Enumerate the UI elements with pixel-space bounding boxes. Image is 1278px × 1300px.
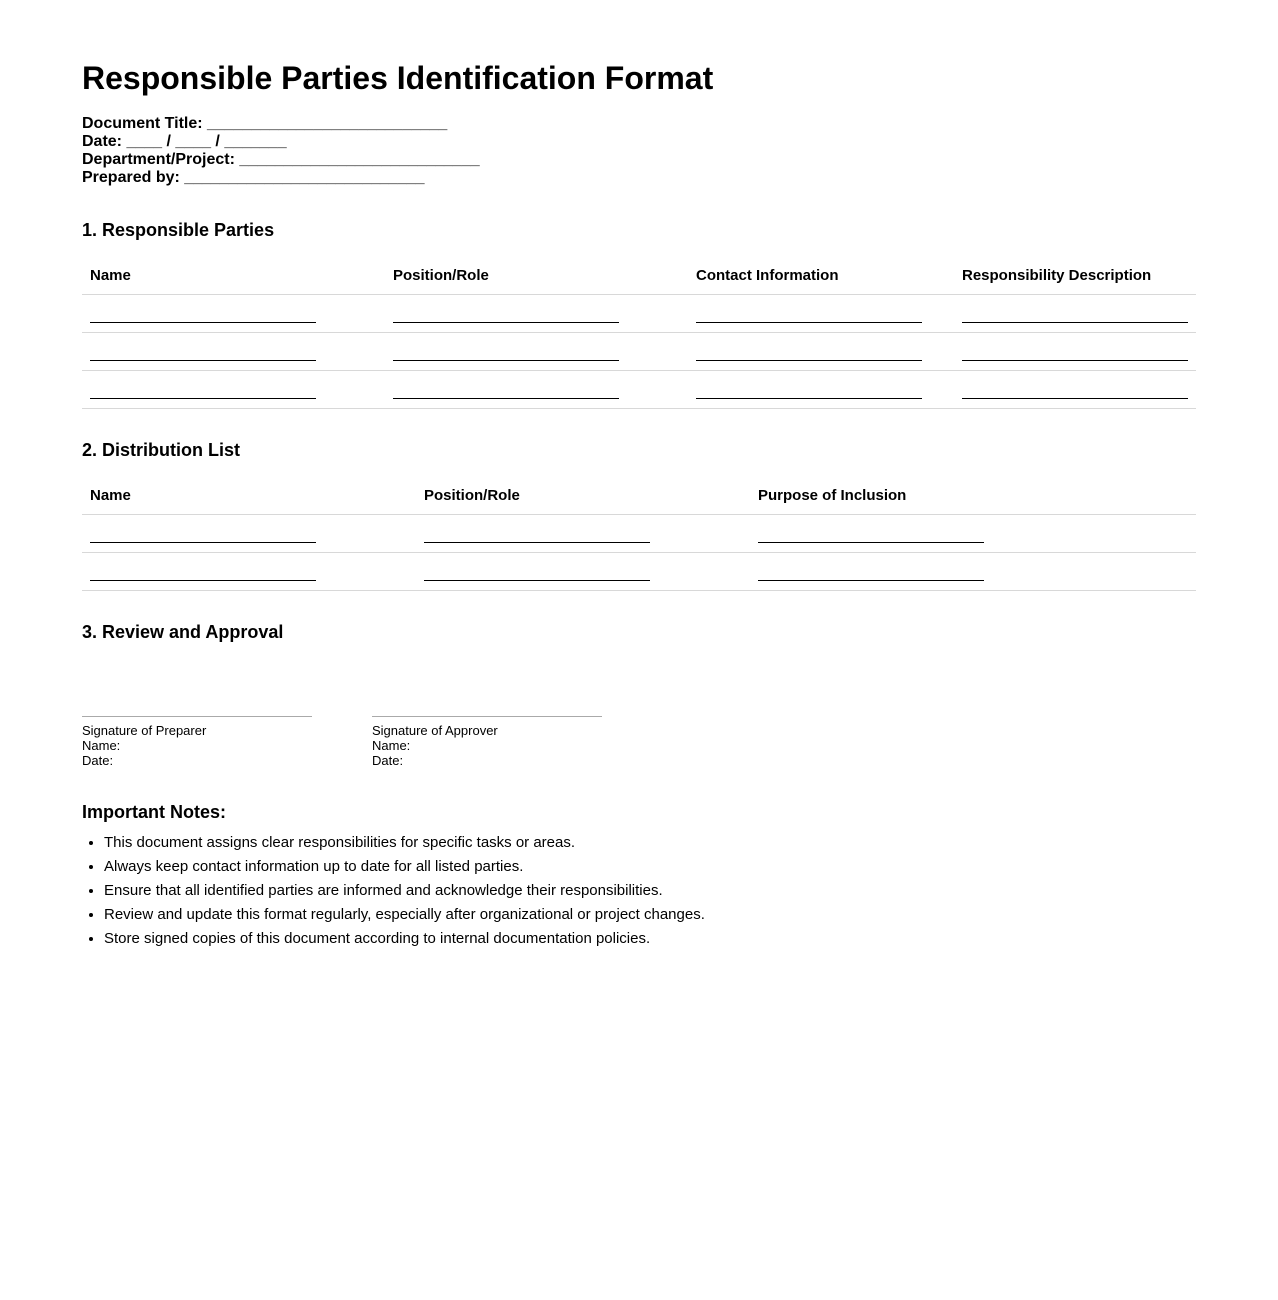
note-item: • Always keep contact information up to date for all listed parties.	[104, 855, 1196, 879]
table-cell	[385, 371, 688, 409]
table-row	[82, 515, 1196, 553]
blank-fill-line[interactable]	[90, 360, 316, 361]
blank-fill-line[interactable]	[393, 360, 619, 361]
preparer-signature-line[interactable]	[82, 716, 312, 717]
table-cell	[688, 371, 954, 409]
table-cell	[416, 553, 750, 591]
blank-fill-line[interactable]	[393, 398, 619, 399]
blank-fill-line[interactable]	[90, 398, 316, 399]
document-meta	[82, 115, 1196, 187]
approver-name-label: Name:	[372, 738, 411, 753]
column-header-position: Position/Role	[385, 256, 688, 295]
notes-heading: Important Notes:	[82, 802, 226, 822]
blank-fill-line[interactable]	[90, 580, 316, 581]
table-cell	[82, 515, 416, 553]
table-cell	[954, 295, 1196, 333]
column-header-purpose: Purpose of Inclusion	[750, 476, 1196, 515]
table-cell	[750, 515, 1196, 553]
table-cell	[82, 371, 385, 409]
section-heading-responsible-parties: 1. Responsible Parties	[82, 220, 275, 240]
blank-fill-line[interactable]	[758, 542, 984, 543]
table-header-row	[82, 256, 1196, 295]
blank-fill-line[interactable]	[962, 360, 1188, 361]
table-cell	[954, 333, 1196, 371]
column-header-name: Name	[82, 476, 416, 515]
approver-date-label: Date:	[372, 753, 404, 768]
preparer-name-label: Name:	[82, 738, 121, 753]
blank-fill-line[interactable]	[90, 322, 316, 323]
blank-fill-line[interactable]	[90, 542, 316, 543]
column-header-contact: Contact Information	[688, 256, 954, 295]
document-page	[82, 56, 1196, 951]
blank-fill-line[interactable]	[758, 580, 984, 581]
approver-signature-block	[372, 716, 602, 768]
table-row	[82, 371, 1196, 409]
note-item: • Store signed copies of this document according to internal documentation policies.	[104, 927, 1196, 951]
note-item: • Review and update this format regularly, especially after organizational or project changes.	[104, 903, 1196, 927]
blank-fill-line[interactable]	[424, 580, 650, 581]
preparer-signature-label: Signature of Preparer	[82, 723, 207, 738]
preparer-signature-block	[82, 716, 312, 768]
column-header-responsibility: Responsibility Description	[954, 256, 1196, 295]
table-cell	[82, 333, 385, 371]
document-title-field: Document Title: ___________________________	[82, 115, 448, 132]
table-cell	[688, 333, 954, 371]
approver-signature-line[interactable]	[372, 716, 602, 717]
preparer-date-label: Date:	[82, 753, 114, 768]
prepared-by-field: Prepared by: ___________________________	[82, 169, 425, 186]
note-item: • This document assigns clear responsibilities for specific tasks or areas.	[104, 831, 1196, 855]
blank-fill-line[interactable]	[393, 322, 619, 323]
page-title: Responsible Parties Identification Format	[82, 60, 714, 96]
column-header-name: Name	[82, 256, 385, 295]
blank-fill-line[interactable]	[696, 322, 922, 323]
column-header-position: Position/Role	[416, 476, 750, 515]
department-field: Department/Project: ___________________________	[82, 151, 480, 168]
table-cell	[954, 371, 1196, 409]
blank-fill-line[interactable]	[962, 398, 1188, 399]
section-heading-distribution-list: 2. Distribution List	[82, 440, 241, 460]
table-cell	[750, 553, 1196, 591]
table-cell	[82, 295, 385, 333]
section-heading-review-approval: 3. Review and Approval	[82, 622, 284, 642]
table-cell	[385, 295, 688, 333]
blank-fill-line[interactable]	[424, 542, 650, 543]
table-cell	[416, 515, 750, 553]
signature-area	[82, 716, 1196, 768]
table-row	[82, 333, 1196, 371]
notes-list	[82, 831, 1196, 951]
blank-fill-line[interactable]	[962, 322, 1188, 323]
blank-fill-line[interactable]	[696, 360, 922, 361]
table-row	[82, 553, 1196, 591]
table-header-row	[82, 476, 1196, 515]
table-row	[82, 295, 1196, 333]
note-item: • Ensure that all identified parties are informed and acknowledge their responsibilities.	[104, 879, 1196, 903]
table-cell	[82, 553, 416, 591]
distribution-list-table	[82, 476, 1196, 591]
approver-signature-label: Signature of Approver	[372, 723, 498, 738]
responsible-parties-table	[82, 256, 1196, 409]
table-cell	[385, 333, 688, 371]
date-field: Date: ____ / ____ / _______	[82, 133, 287, 150]
blank-fill-line[interactable]	[696, 398, 922, 399]
table-cell	[688, 295, 954, 333]
